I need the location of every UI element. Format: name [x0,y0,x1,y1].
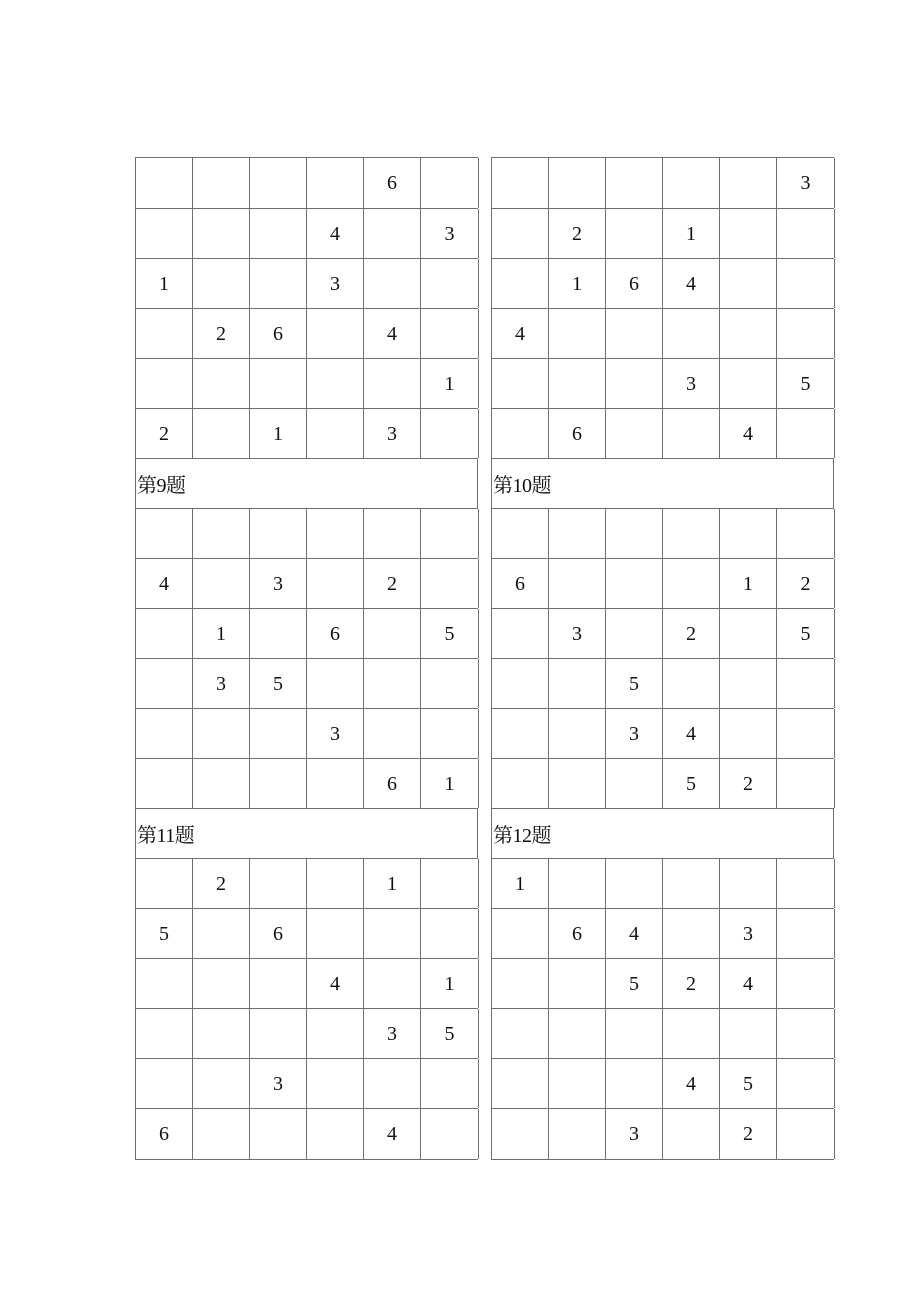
grid-cell: 1 [421,759,479,808]
grid-row [492,759,834,809]
grid-cell [720,509,777,558]
grid-row [492,659,834,709]
grid-cell [720,859,777,908]
grid-cell [720,158,777,208]
grid-cell [606,409,663,458]
grid-row [136,309,478,359]
grid-row [136,1059,478,1109]
grid-cell: 4 [307,209,364,258]
grid-cell [720,659,777,708]
grid-row [492,1059,834,1109]
grid-row [136,158,478,209]
grid-cell [193,259,250,308]
grid-cell: 6 [549,409,606,458]
grid-cell [606,609,663,658]
grid-cell: 6 [364,759,421,808]
grid-row [492,259,834,309]
grid-cell [136,209,193,258]
grid-row [136,709,478,759]
grid-cell [364,209,421,258]
grid-row [492,859,834,909]
grid-cell [250,959,307,1008]
grid-cell [663,409,720,458]
right-puzzle-column [491,157,834,1160]
grid-row [136,409,478,459]
grid-cell [549,709,606,758]
grid-row [492,309,834,359]
grid-row [136,1109,478,1160]
grid-cell [606,209,663,258]
grid-cell [492,959,549,1008]
grid-cell [250,1009,307,1058]
grid-cell: 6 [549,909,606,958]
grid-row [136,559,478,609]
grid-cell [777,509,835,558]
grid-cell: 4 [663,709,720,758]
grid-cell: 2 [193,309,250,358]
grid-row [492,359,834,409]
grid-cell [136,158,193,208]
grid-cell [250,509,307,558]
grid-cell [606,1059,663,1108]
grid-cell [663,859,720,908]
grid-cell [720,709,777,758]
grid-cell [193,759,250,808]
grid-row [136,259,478,309]
grid-cell [136,509,193,558]
grid-row [492,1009,834,1059]
grid-cell [307,158,364,208]
grid-cell [492,509,549,558]
grid-cell [421,559,479,608]
grid-cell: 1 [549,259,606,308]
grid-cell [492,609,549,658]
grid-cell [549,659,606,708]
grid-cell: 3 [250,1059,307,1108]
grid-cell: 1 [720,559,777,608]
grid-cell: 5 [606,659,663,708]
grid-cell: 6 [492,559,549,608]
grid-cell [777,409,835,458]
grid-cell [136,659,193,708]
grid-cell [136,709,193,758]
grid-cell [492,1109,549,1159]
grid-row [136,209,478,259]
grid-cell [549,1109,606,1159]
grid-cell [364,909,421,958]
grid-cell [549,359,606,408]
grid-cell [250,359,307,408]
grid-cell [663,909,720,958]
grid-cell [720,359,777,408]
grid-cell: 5 [777,609,835,658]
left-puzzle-column [135,157,478,1160]
grid-cell [193,559,250,608]
grid-row [136,909,478,959]
grid-cell [777,859,835,908]
grid-cell [492,158,549,208]
grid-cell [777,959,835,1008]
grid-row [136,759,478,809]
grid-cell [364,359,421,408]
grid-cell [421,659,479,708]
grid-cell: 3 [606,1109,663,1159]
grid-cell: 5 [606,959,663,1008]
grid-cell [720,259,777,308]
grid-cell: 1 [364,859,421,908]
grid-row [136,659,478,709]
grid-cell: 6 [136,1109,193,1159]
grid-cell [307,759,364,808]
grid-cell [720,609,777,658]
grid-cell: 6 [364,158,421,208]
grid-cell: 4 [606,909,663,958]
problem-title-9: 第9题 [136,459,478,509]
grid-row [136,509,478,559]
problem-title-11: 第11题 [136,809,478,859]
grid-cell [307,559,364,608]
grid-cell [307,909,364,958]
grid-cell: 3 [720,909,777,958]
grid-cell [307,309,364,358]
grid-cell [720,209,777,258]
grid-cell [307,1109,364,1159]
problem-title-10: 第10题 [492,459,834,509]
grid-cell [663,559,720,608]
grid-cell [663,1109,720,1159]
grid-cell [606,559,663,608]
grid-row [492,1109,834,1160]
grid-cell [250,1109,307,1159]
grid-cell [250,859,307,908]
grid-cell: 1 [136,259,193,308]
grid-cell [193,359,250,408]
grid-cell: 1 [421,359,479,408]
grid-cell [250,209,307,258]
grid-cell [549,959,606,1008]
grid-cell: 3 [606,709,663,758]
grid-cell [777,1109,835,1159]
grid-cell [136,959,193,1008]
grid-cell [492,709,549,758]
grid-cell [777,759,835,808]
grid-cell [663,509,720,558]
grid-cell [663,1009,720,1058]
grid-cell [136,309,193,358]
problem-12-grid [492,859,834,1160]
grid-cell: 4 [663,1059,720,1108]
grid-cell [720,1009,777,1058]
grid-cell [777,1009,835,1058]
grid-row [492,709,834,759]
grid-cell: 1 [421,959,479,1008]
grid-cell [492,659,549,708]
grid-cell: 4 [720,409,777,458]
grid-cell [421,909,479,958]
grid-cell: 5 [777,359,835,408]
grid-cell [492,909,549,958]
grid-cell: 2 [777,559,835,608]
grid-cell: 4 [307,959,364,1008]
grid-cell [307,409,364,458]
grid-cell [250,259,307,308]
grid-row [492,609,834,659]
grid-cell [421,509,479,558]
grid-cell: 2 [193,859,250,908]
top-grid-left [136,158,478,459]
grid-cell: 4 [364,1109,421,1159]
grid-cell: 4 [663,259,720,308]
grid-cell: 2 [663,959,720,1008]
grid-cell: 3 [364,409,421,458]
grid-cell [606,509,663,558]
grid-cell [549,859,606,908]
grid-cell [549,1059,606,1108]
grid-cell [136,759,193,808]
grid-cell [364,259,421,308]
grid-row [136,959,478,1009]
grid-cell [250,759,307,808]
grid-cell: 4 [364,309,421,358]
grid-cell [606,859,663,908]
grid-cell: 5 [421,1009,479,1058]
grid-cell [777,309,835,358]
grid-cell: 3 [549,609,606,658]
grid-cell [136,1009,193,1058]
grid-cell [777,709,835,758]
grid-cell [307,509,364,558]
grid-row [136,859,478,909]
grid-cell: 5 [663,759,720,808]
grid-cell [250,158,307,208]
grid-cell [549,559,606,608]
problem-11-grid [136,859,478,1160]
grid-row [492,509,834,559]
grid-row [492,409,834,459]
grid-cell [606,359,663,408]
grid-cell: 5 [421,609,479,658]
grid-cell [193,509,250,558]
grid-cell: 1 [193,609,250,658]
grid-cell: 1 [250,409,307,458]
grid-cell [193,209,250,258]
grid-cell [549,158,606,208]
grid-cell [492,259,549,308]
grid-cell: 2 [549,209,606,258]
problem-10-grid [492,509,834,809]
grid-cell: 3 [307,259,364,308]
grid-cell: 2 [720,759,777,808]
grid-cell: 6 [606,259,663,308]
grid-row [136,609,478,659]
grid-cell [663,309,720,358]
grid-cell [307,1059,364,1108]
grid-cell [364,1059,421,1108]
grid-cell [193,1059,250,1108]
grid-cell: 2 [364,559,421,608]
grid-cell [136,609,193,658]
grid-cell: 6 [307,609,364,658]
grid-cell [492,359,549,408]
grid-cell [193,709,250,758]
grid-cell [777,259,835,308]
grid-cell: 3 [250,559,307,608]
grid-cell: 5 [720,1059,777,1108]
grid-cell [250,709,307,758]
grid-cell [492,209,549,258]
grid-row [492,559,834,609]
grid-cell [193,1109,250,1159]
grid-cell [549,1009,606,1058]
grid-cell [492,759,549,808]
grid-cell [663,158,720,208]
grid-row [136,1009,478,1059]
grid-cell: 3 [777,158,835,208]
grid-cell [421,409,479,458]
grid-cell [307,859,364,908]
grid-cell: 3 [307,709,364,758]
grid-cell [777,909,835,958]
grid-cell [193,409,250,458]
grid-cell [250,609,307,658]
grid-cell [364,959,421,1008]
grid-cell [421,309,479,358]
grid-cell [421,859,479,908]
grid-cell [421,709,479,758]
grid-cell [193,909,250,958]
grid-cell [364,609,421,658]
grid-cell: 2 [720,1109,777,1159]
grid-cell: 5 [136,909,193,958]
grid-cell: 1 [492,859,549,908]
grid-cell [364,509,421,558]
grid-row [492,158,834,209]
grid-cell [663,659,720,708]
problem-title-12: 第12题 [492,809,834,859]
grid-cell [549,309,606,358]
grid-cell: 5 [250,659,307,708]
grid-cell: 4 [492,309,549,358]
grid-cell [492,1009,549,1058]
grid-cell [307,1009,364,1058]
grid-cell: 6 [250,909,307,958]
grid-row [492,209,834,259]
grid-cell [193,158,250,208]
grid-cell: 3 [421,209,479,258]
grid-cell [777,659,835,708]
problem-9-grid [136,509,478,809]
grid-cell [549,509,606,558]
grid-cell: 6 [250,309,307,358]
grid-cell [606,309,663,358]
grid-cell [136,359,193,408]
grid-cell: 2 [136,409,193,458]
grid-cell [193,1009,250,1058]
grid-cell [364,709,421,758]
grid-cell: 4 [136,559,193,608]
grid-cell: 4 [720,959,777,1008]
grid-cell [193,959,250,1008]
top-grid-right [492,158,834,459]
grid-cell [421,158,479,208]
grid-cell [307,359,364,408]
grid-cell [421,1109,479,1159]
grid-cell [421,259,479,308]
grid-cell [364,659,421,708]
grid-cell: 2 [663,609,720,658]
grid-cell: 3 [663,359,720,408]
grid-cell [492,1059,549,1108]
grid-cell [421,1059,479,1108]
grid-cell [136,1059,193,1108]
grid-row [492,959,834,1009]
grid-cell [777,1059,835,1108]
grid-cell: 3 [364,1009,421,1058]
grid-cell [136,859,193,908]
grid-cell [606,158,663,208]
grid-cell [606,1009,663,1058]
grid-cell [720,309,777,358]
grid-cell [307,659,364,708]
grid-cell [777,209,835,258]
grid-row [492,909,834,959]
grid-cell [606,759,663,808]
grid-cell [492,409,549,458]
grid-cell: 3 [193,659,250,708]
grid-row [136,359,478,409]
grid-cell [549,759,606,808]
grid-cell: 1 [663,209,720,258]
